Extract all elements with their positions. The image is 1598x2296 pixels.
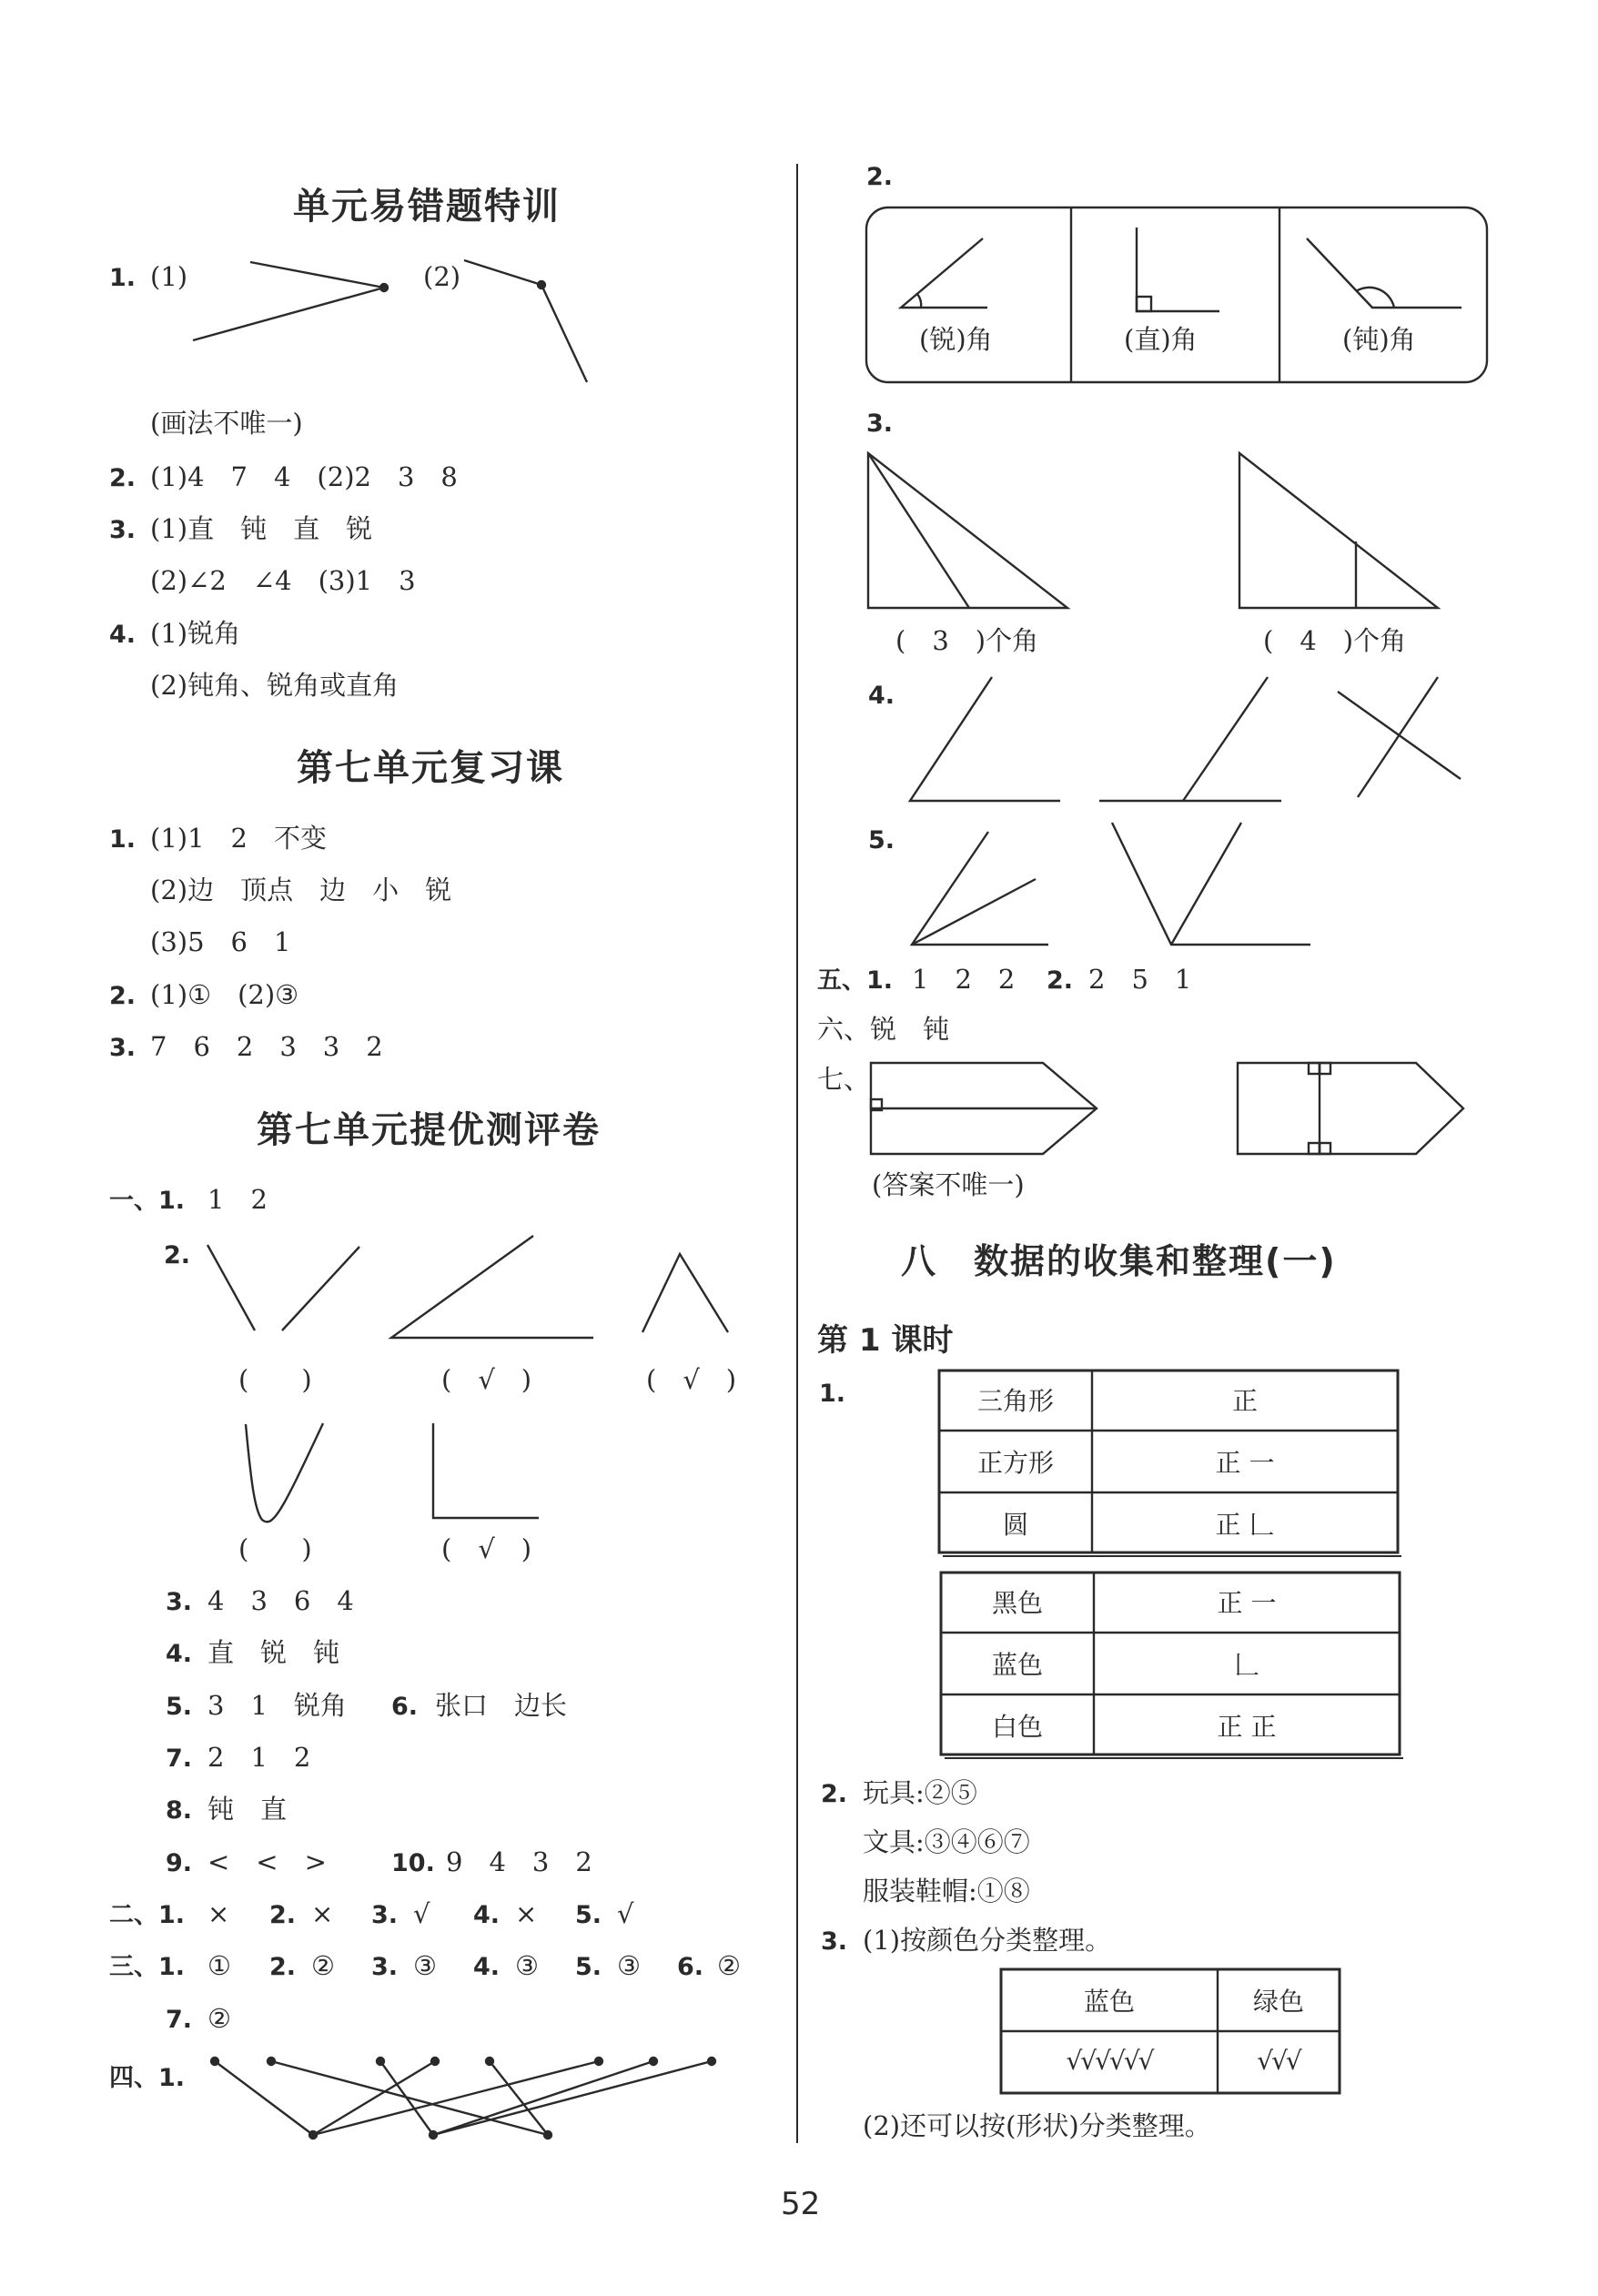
answer-text: 2 5 1 (1088, 964, 1192, 995)
answer-text: 张口 边长 (435, 1690, 568, 1721)
answer-text: ③ (413, 1950, 437, 1981)
answer-text: ② (717, 1950, 741, 1981)
lesson-title: 第 1 课时 (817, 1322, 954, 1359)
q-number: 4. (166, 1640, 193, 1668)
answer-text: ③ (617, 1950, 641, 1981)
table-cell: 蓝色 (991, 1650, 1043, 1680)
answer-text: 3 1 锐角 (207, 1690, 347, 1721)
answer-text: 9 4 3 2 (446, 1846, 592, 1877)
answer-text: (1)4 7 4 (2)2 3 8 (150, 461, 458, 492)
table-cell: 圆 (1002, 1510, 1028, 1540)
q-number: 1. (819, 1380, 846, 1408)
q-number: 8. (166, 1796, 193, 1825)
q-number: 2. (269, 1901, 297, 1929)
check-mark-yes: ( √ ) (441, 1533, 532, 1564)
q-number: 6. (391, 1693, 419, 1721)
q4-shapes (910, 677, 1461, 801)
section-title-test: 第七单元提优测评卷 (257, 1109, 601, 1151)
q-number: 3. (866, 410, 894, 438)
shape-angle-b (642, 1254, 728, 1332)
q-number: 4. (473, 1901, 501, 1929)
tally-table-2 (941, 1573, 1403, 1758)
triangle-count: ( 3 )个角 (895, 625, 1039, 656)
answer-text: √ (413, 1898, 430, 1929)
table-cell: 正 一 (1215, 1448, 1275, 1478)
table-cell: 正 (1231, 1386, 1258, 1416)
check-mark-blank: ( ) (238, 1533, 312, 1564)
table-cell: 黑色 (991, 1588, 1043, 1618)
answer-text: (2)∠2 ∠4 (3)1 3 (150, 565, 416, 596)
table-head: 绿色 (1252, 1987, 1304, 2017)
shape-curved-v (207, 1245, 359, 1330)
table-head: 蓝色 (1083, 1987, 1135, 2017)
table-cell: 正 一 (1217, 1588, 1277, 1618)
angle-label-right: (直)角 (1124, 324, 1198, 355)
q-number: 一、1. (109, 1187, 186, 1215)
q-number: 1. (109, 825, 137, 854)
answer-text: (1)锐角 (150, 618, 241, 649)
section-title-data: 八 数据的收集和整理(一) (901, 1241, 1337, 1281)
q-number: 4. (868, 682, 895, 710)
shape-u-curve (246, 1423, 323, 1522)
page-number: 52 (781, 2186, 821, 2222)
q-number: 1. (109, 264, 137, 292)
section-title-review: 第七单元复习课 (297, 747, 564, 789)
answer-text: (1)① (2)③ (150, 979, 299, 1010)
answer-text: 2 1 2 (207, 1742, 311, 1773)
q-number: 3. (109, 1034, 137, 1062)
triangle-2 (1239, 453, 1438, 608)
answer-text: 7 6 2 3 3 2 (150, 1031, 383, 1062)
shape-right-angle (433, 1423, 539, 1518)
check-mark-yes: ( √ ) (646, 1364, 737, 1395)
answer-text: 文具:③④⑥⑦ (863, 1826, 1030, 1857)
answer-text: ③ (515, 1950, 539, 1981)
answer-text: 六、锐 钝 (817, 1014, 950, 1045)
tally-table-1 (939, 1371, 1401, 1556)
q-number: 2. (1047, 966, 1074, 995)
table-cell: 𠃊 (1233, 1650, 1259, 1680)
drawn-angle-2 (464, 260, 587, 382)
q-number: 2. (109, 464, 137, 492)
table-cell: 三角形 (976, 1386, 1054, 1416)
shape-angle-a (391, 1236, 593, 1338)
answer-text: ② (311, 1950, 335, 1981)
q-number: 3. (371, 1901, 399, 1929)
q-number: 5. (166, 1693, 193, 1721)
q-number: 5. (575, 1901, 602, 1929)
answer-text: (2)还可以按(形状)分类整理。 (863, 2110, 1211, 2141)
answer-text: (1)直 钝 直 锐 (150, 513, 373, 544)
section-title-errors: 单元易错题特训 (293, 186, 561, 228)
q-number: 5. (575, 1953, 602, 1981)
answer-text: (1)按颜色分类整理。 (863, 1925, 1112, 1956)
q-number: 3. (109, 516, 137, 544)
answer-text: 1 2 (207, 1184, 268, 1215)
note-text: (答案不唯一) (872, 1169, 1025, 1200)
q-number: 9. (166, 1849, 193, 1877)
q-number: 5. (868, 826, 895, 855)
q-number: 3. (371, 1953, 399, 1981)
matching-lines (211, 2058, 715, 2139)
answer-text: 4 3 6 4 (207, 1585, 354, 1616)
answer-text: × (311, 1898, 334, 1929)
table-cell: 正方形 (976, 1448, 1054, 1478)
angle-boxes (866, 207, 1487, 382)
angle-label-acute: (锐)角 (919, 324, 993, 355)
table-cell: 正 𠃊 (1215, 1510, 1275, 1540)
answer-text: ② (207, 2003, 231, 2034)
part-label: 七、 (817, 1064, 871, 1095)
table-cell: 正 正 (1217, 1712, 1277, 1742)
q-number: 2. (866, 163, 894, 191)
tally-checks: √√√ (1257, 2046, 1300, 2076)
triangle-1 (868, 453, 1067, 608)
answer-text: (3)5 6 1 (150, 926, 291, 957)
answer-text: 钝 直 (207, 1794, 288, 1825)
color-table (1001, 1969, 1340, 2093)
answer-text: × (207, 1898, 230, 1929)
q-number: 7. (166, 2006, 193, 2034)
note-text: (画法不唯一) (150, 408, 303, 439)
q-number: 3. (821, 1927, 848, 1956)
part-label: (2) (423, 261, 461, 292)
answer-text: < < > (207, 1846, 327, 1877)
answer-text: 服装鞋帽:①⑧ (863, 1876, 1030, 1907)
q-number: 3. (166, 1588, 193, 1616)
q-number: 2. (109, 982, 137, 1010)
q-number: 2. (821, 1780, 848, 1808)
q5-shapes (912, 823, 1310, 945)
answer-text: 玩具:②⑤ (863, 1777, 977, 1808)
q-number: 10. (391, 1849, 435, 1877)
q-number: 2. (269, 1953, 297, 1981)
part-label: (1) (150, 261, 188, 292)
q-number: 7. (166, 1745, 193, 1773)
q-number: 4. (109, 621, 137, 649)
q-number: 二、1. (109, 1901, 186, 1929)
answer-text: (2)边 顶点 边 小 锐 (150, 875, 452, 905)
answer-text: × (515, 1898, 538, 1929)
check-mark-yes: ( √ ) (441, 1364, 532, 1395)
q-number: 五、1. (817, 966, 894, 995)
answer-text: (1)1 2 不变 (150, 823, 327, 854)
q-number: 三、1. (109, 1953, 186, 1981)
answer-text: 直 锐 钝 (207, 1637, 340, 1668)
check-mark-blank: ( ) (238, 1364, 312, 1395)
table-cell: 白色 (991, 1712, 1043, 1742)
triangle-count: ( 4 )个角 (1263, 625, 1407, 656)
angle-label-obtuse: (钝)角 (1342, 324, 1416, 355)
tally-checks: √√√√√√ (1066, 2046, 1153, 2076)
answer-text: 1 2 2 (912, 964, 1016, 995)
q-number: 2. (164, 1241, 191, 1269)
q-number: 4. (473, 1953, 501, 1981)
q-number: 6. (677, 1953, 704, 1981)
q-number: 四、1. (109, 2064, 186, 2092)
drawn-angle-1 (193, 262, 388, 340)
answer-text: (2)钝角、锐角或直角 (150, 670, 400, 701)
answer-text: √ (617, 1898, 634, 1929)
answer-text: ① (207, 1950, 231, 1981)
pentagon-shapes (871, 1063, 1463, 1154)
